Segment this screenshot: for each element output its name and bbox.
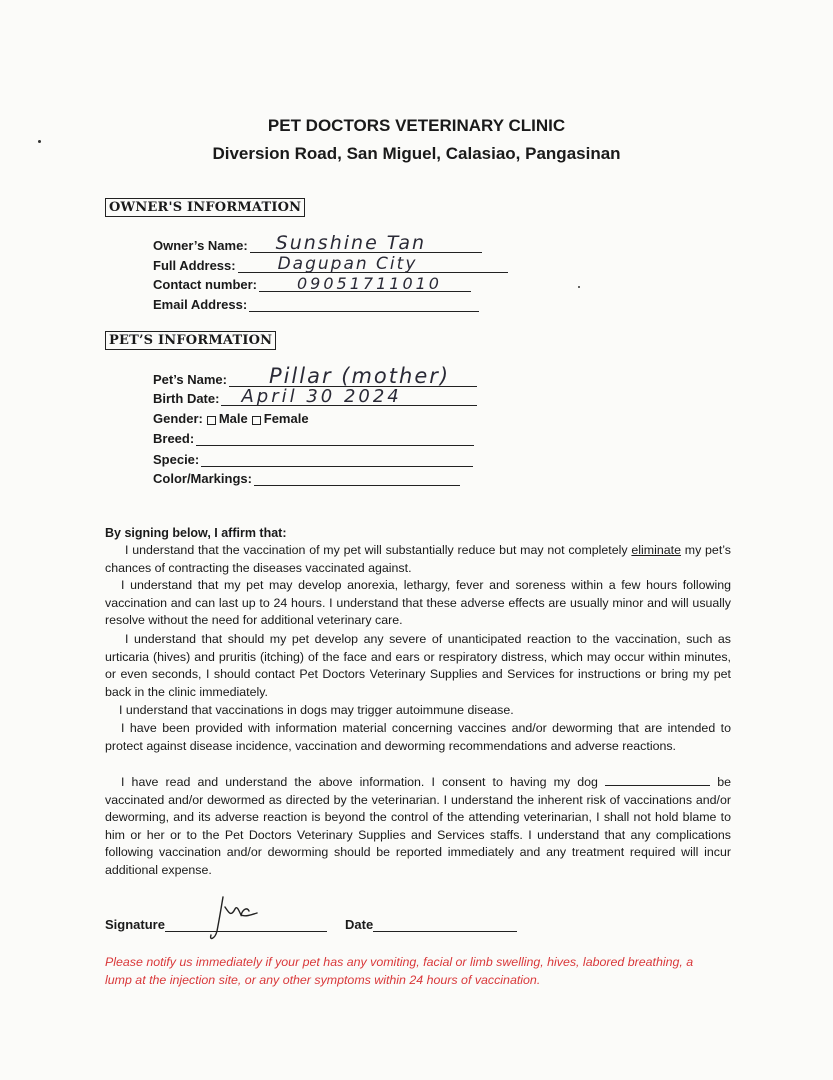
pet-name-value: Pillar (mother) xyxy=(268,364,451,388)
affirmation-paragraph-3 xyxy=(105,631,731,701)
pet-name-field[interactable] xyxy=(229,364,477,388)
symptoms-notice: Please notify us immediately if your pet has any vomiting, facial or limb swelling, hives, labored breathing, a lump at the injection site, or any other symptoms within 24 hours of vaccination. xyxy=(105,955,694,987)
gender-row xyxy=(153,411,309,426)
affirmation-paragraph-5 xyxy=(105,720,731,755)
contact-number-row xyxy=(153,274,471,293)
breed-field[interactable] xyxy=(196,432,474,446)
breed-row xyxy=(153,431,474,446)
affirmation-paragraph-2 xyxy=(105,577,731,630)
stray-mark xyxy=(578,286,580,288)
birth-date-row xyxy=(153,386,477,407)
affirmation-title: By signing below, I affirm that: xyxy=(105,526,287,540)
p1-underlined-word: eliminate xyxy=(631,543,681,557)
full-address-label: Full Address: xyxy=(153,258,236,273)
owner-name-field[interactable] xyxy=(250,232,482,254)
specie-row xyxy=(153,452,473,467)
owner-section-title: OWNER'S INFORMATION xyxy=(105,198,305,217)
date-row xyxy=(345,917,517,932)
owner-name-row xyxy=(153,232,482,254)
full-address-row xyxy=(153,254,508,274)
p1-text: I understand that the vaccination of my pet will substantially reduce but may not completely xyxy=(125,543,628,557)
affirmation-paragraph-4 xyxy=(105,702,731,720)
color-markings-row xyxy=(153,471,460,486)
gender-label: Gender: xyxy=(153,411,203,426)
clinic-address: Diversion Road, San Miguel, Calasiao, Pangasinan xyxy=(212,144,621,163)
email-field[interactable] xyxy=(249,298,479,312)
signature-label: Signature xyxy=(105,917,165,932)
color-markings-field[interactable] xyxy=(254,472,460,486)
affirmation-paragraph-6 xyxy=(105,774,731,880)
email-label: Email Address: xyxy=(153,297,248,312)
stray-mark xyxy=(38,140,41,143)
date-label: Date xyxy=(345,917,374,932)
p6-text-end: be vaccinated and/or dewormed as directed by the veterinarian. I understand the inherent risk of vaccinations and/or deworming, and its adverse reaction is beyond the control of the attending veterinarian, I shall not hold blame to him or her or to the Pet Doctors Veterinary Supplies and Services staffs. I understand that any complications following vaccination and/or deworming should be reported immediately and any treatment required will incur additional expense. xyxy=(105,775,731,877)
p5-text: I have been provided with information material concerning vaccines and/or deworming that are intended to protect against disease incidence, vaccination and deworming recommendations and adverse reactions. xyxy=(105,721,731,753)
male-label: Male xyxy=(218,411,248,426)
affirmation-paragraph-1 xyxy=(105,542,731,577)
dog-name-blank[interactable] xyxy=(605,775,710,786)
female-checkbox[interactable] xyxy=(252,416,261,425)
pet-name-row xyxy=(153,364,477,388)
handwritten-signature xyxy=(205,895,265,945)
p6-text: I have read and understand the above information. I consent to having my dog xyxy=(121,775,598,789)
birth-date-field[interactable] xyxy=(221,386,477,407)
p2-text: I understand that my pet may develop anorexia, lethargy, fever and soreness within a few hours following vaccination and can last up to 24 hours. I understand that these adverse effects are usually minor and will usually resolve without the need for additional veterinary care. xyxy=(105,578,731,628)
contact-number-label: Contact number: xyxy=(153,277,257,292)
full-address-field[interactable] xyxy=(238,254,508,274)
clinic-name: PET DOCTORS VETERINARY CLINIC xyxy=(267,116,566,135)
pet-name-label: Pet’s Name: xyxy=(153,372,227,387)
signature-row xyxy=(105,917,327,932)
color-markings-label: Color/Markings: xyxy=(153,471,252,486)
contact-number-field[interactable] xyxy=(259,274,471,293)
birth-date-value: April 30 2024 xyxy=(241,386,402,407)
breed-label: Breed: xyxy=(153,431,195,446)
contact-number-value: 09051711010 xyxy=(297,274,442,293)
male-checkbox[interactable] xyxy=(207,416,216,425)
specie-label: Specie: xyxy=(153,452,200,467)
specie-field[interactable] xyxy=(201,453,473,467)
owner-name-value: Sunshine Tan xyxy=(275,232,427,254)
full-address-value: Dagupan City xyxy=(277,254,418,274)
birth-date-label: Birth Date: xyxy=(153,391,220,406)
p4-text: I understand that vaccinations in dogs may trigger autoimmune disease. xyxy=(119,703,514,717)
email-row xyxy=(153,297,479,312)
p3-text: I understand that should my pet develop any severe of unanticipated reaction to the vaccination, such as urticaria (hives) and pruritis (itching) of the face and ears or respiratory distress, which may occur within minutes, or even seconds, I should contact Pet Doctors Veterinary Supplies and Services for instructions or bring my pet back in the clinic immediately. xyxy=(105,632,731,699)
owner-name-label: Owner’s Name: xyxy=(153,238,248,253)
p1-text-end: my pet’s chances of contracting the diseases vaccinated against. xyxy=(105,543,731,575)
signature-field[interactable] xyxy=(165,918,327,932)
female-label: Female xyxy=(263,411,309,426)
pet-section-title: PET’S INFORMATION xyxy=(105,331,276,350)
date-field[interactable] xyxy=(373,918,517,932)
